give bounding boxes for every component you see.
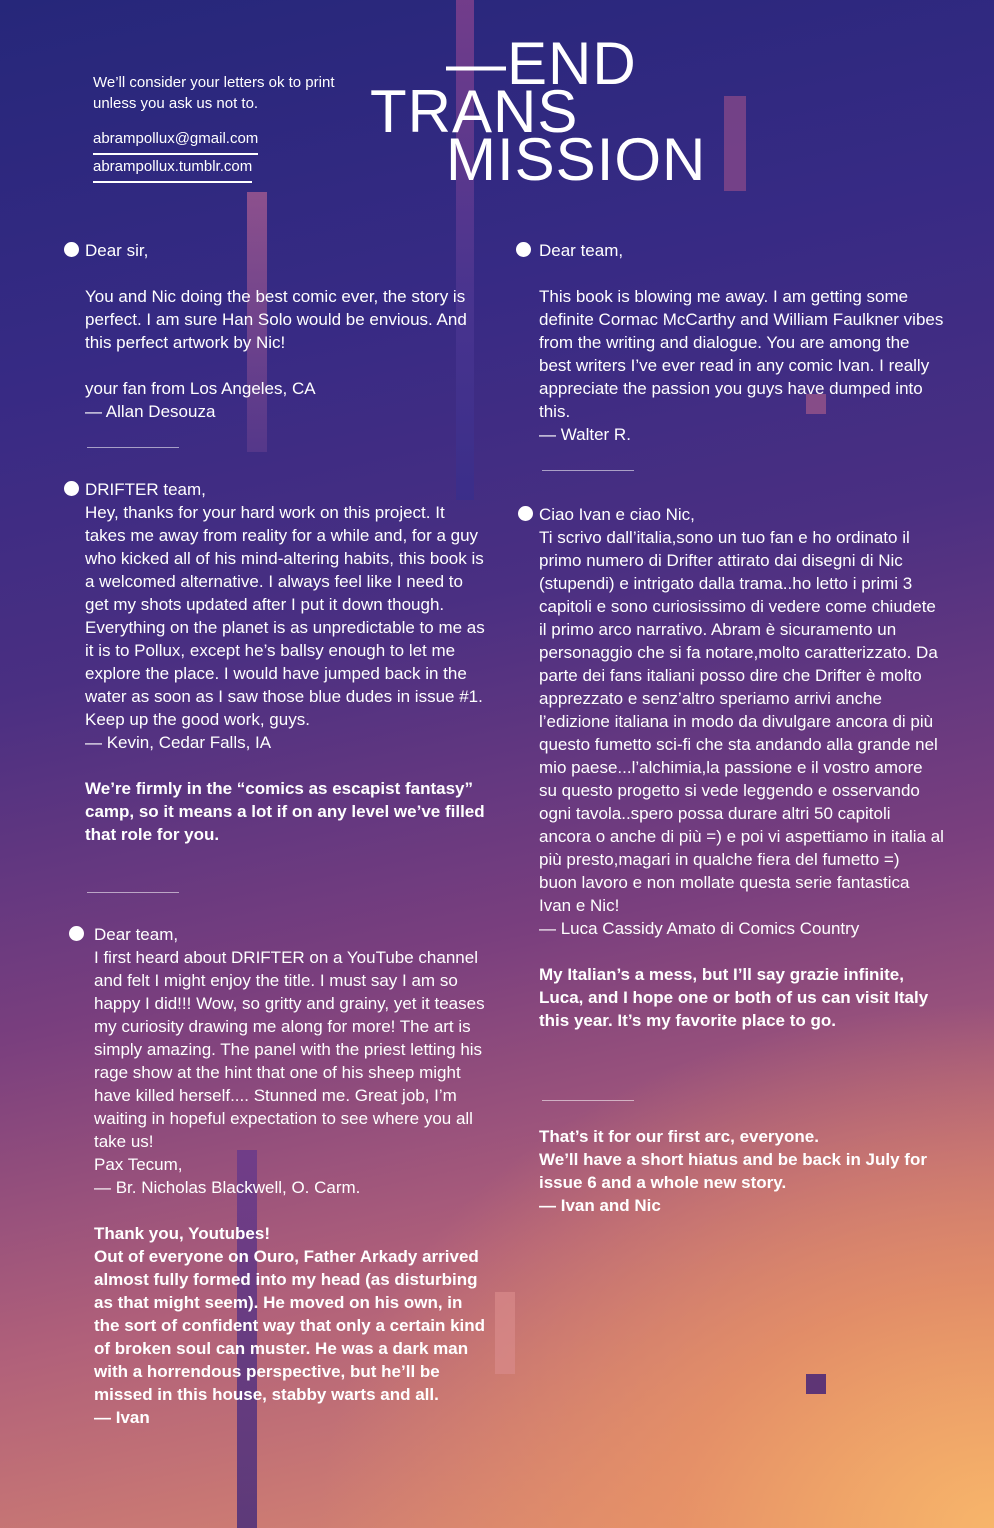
letter-bullet bbox=[69, 926, 84, 941]
email-link[interactable]: abrampollux@gmail.com bbox=[93, 129, 258, 155]
letter-body: Ti scrivo dall’italia,sono un tuo fan e ho ordinato il primo numero di Drifter attirato dai disegni di Nic (stupendi) e intrigato dalla trama..ho letto i primi 3 capitoli e sono curiosissimo di vedere come chiudete il primo arco narrativo. Abram è sicuramento un personaggio che si fa notare,molto caratterizzato. Da parte dei fans italiani posso dire che Drifter è molto apprezzato e senz’altro speriamo arrivi anche l’edizione italiana in modo da divulgare ancora di più questo fumetto sci-fi che sta andando alla grande nel mio paese...l’alchimia,la passione e il vostro amore su questo progetto si vede leggendo e osservando ogni tavola..spero possa durare altri 50 capitoli ancora o anche di più =) e poi vi aspettiamo in italia al più presto,magari in qualche fiera del fumetto =) bbox=[539, 528, 944, 869]
editor-reply: My Italian’s a mess, but I’ll say grazie infinite, Luca, and I hope one or both of us can visit Italy this year. It’s my favorite place to go. bbox=[539, 965, 929, 1030]
letters-policy-note: We’ll consider your letters ok to print unless you ask us not to. bbox=[93, 74, 335, 112]
letter-signature: — Luca Cassidy Amato di Comics Country bbox=[539, 919, 860, 938]
letter-greeting: Dear team, bbox=[539, 241, 624, 260]
title-line-mission: MISSION bbox=[446, 126, 707, 193]
letter-signature: — Kevin, Cedar Falls, IA bbox=[85, 733, 272, 752]
editor-reply-heading: Thank you, Youtubes! bbox=[94, 1224, 270, 1243]
letter-signature: — Walter R. bbox=[539, 425, 631, 444]
letter-bullet bbox=[64, 481, 79, 496]
letter-greeting: DRIFTER team, bbox=[85, 480, 206, 499]
letter-divider bbox=[542, 470, 634, 471]
closing-note-signature: — Ivan and Nic bbox=[539, 1196, 661, 1215]
letter-body: This book is blowing me away. I am getting some definite Cormac McCarthy and William Faulkner vibes from the writing and dialogue. You are among the best writers I’ve ever read in any comic Ivan. I really appreciate the passion you guys have dumped into this. bbox=[539, 287, 944, 421]
letter-luca bbox=[539, 503, 944, 1032]
letter-closing: buon lavoro e non mollate questa serie fantastica Ivan e Nic! bbox=[539, 873, 910, 915]
letter-allan bbox=[85, 239, 490, 423]
decorative-bar bbox=[724, 96, 746, 191]
letter-signature: — Allan Desouza bbox=[85, 402, 216, 421]
letter-nicholas bbox=[94, 923, 490, 1429]
letter-bullet bbox=[518, 506, 533, 521]
title-line-end: —END bbox=[446, 30, 637, 97]
letter-bullet bbox=[516, 242, 531, 257]
letter-location: your fan from Los Angeles, CA bbox=[85, 379, 316, 398]
letter-kevin bbox=[85, 478, 490, 846]
letter-walter bbox=[539, 239, 944, 446]
title-line-trans: TRANS bbox=[370, 78, 579, 145]
letter-body: I first heard about DRIFTER on a YouTube channel and felt I might enjoy the title. I must say I am so happy I did!!! Wow, so gritty and grainy, yet it teases my curiosity drawing me along for more! The art is simply amazing. The panel with the priest letting his rage show at the hint that one of his sheep might have killed herself.... Stunned me. Great job, I’m waiting in hopeful expectation to see where you all take us! bbox=[94, 948, 485, 1151]
editor-reply: We’re firmly in the “comics as escapist fantasy” camp, so it means a lot if on any level we’ve filled that role for you. bbox=[85, 779, 485, 844]
letter-divider bbox=[542, 1100, 634, 1101]
closing-note-line: We’ll have a short hiatus and be back in July for issue 6 and a whole new story. bbox=[539, 1150, 927, 1192]
closing-note-line: That’s it for our first arc, everyone. bbox=[539, 1127, 819, 1146]
editor-reply: Out of everyone on Ouro, Father Arkady arrived almost fully formed into my head (as disturbing as that might seem). He moved on his own, in the sort of confident way that only a certain kind of broken soul can muster. He was a dark man with a horrendous perspective, but he’ll be missed in this house, stabby warts and all. bbox=[94, 1247, 486, 1404]
letter-signature: — Br. Nicholas Blackwell, O. Carm. bbox=[94, 1178, 361, 1197]
letter-greeting: Ciao Ivan e ciao Nic, bbox=[539, 505, 695, 524]
letter-body: You and Nic doing the best comic ever, the story is perfect. I am sure Han Solo would be envious. And this perfect artwork by Nic! bbox=[85, 287, 467, 352]
letter-divider bbox=[87, 447, 179, 448]
letter-greeting: Dear sir, bbox=[85, 241, 149, 260]
letter-divider bbox=[87, 892, 179, 893]
letter-greeting: Dear team, bbox=[94, 925, 179, 944]
letter-bullet bbox=[64, 242, 79, 257]
closing-note bbox=[539, 1125, 944, 1217]
decorative-bar bbox=[806, 1374, 826, 1394]
letter-closing: Pax Tecum, bbox=[94, 1155, 183, 1174]
editor-reply-signature: — Ivan bbox=[94, 1408, 150, 1427]
tumblr-link[interactable]: abrampollux.tumblr.com bbox=[93, 157, 252, 183]
decorative-bar bbox=[495, 1292, 515, 1374]
letter-body: Hey, thanks for your hard work on this project. It takes me away from reality for a while and, for a guy who kicked all of his mind-altering habits, this book is a welcomed alternative. I always feel like I need to get my shots updated after I put it down though. Everything on the planet is as unpredictable to me as it is to Pollux, except he’s ballsy enough to let me explore the place. I would have jumped back in the water as soon as I saw those blue dudes in issue #1. Keep up the good work, guys. bbox=[85, 503, 485, 729]
